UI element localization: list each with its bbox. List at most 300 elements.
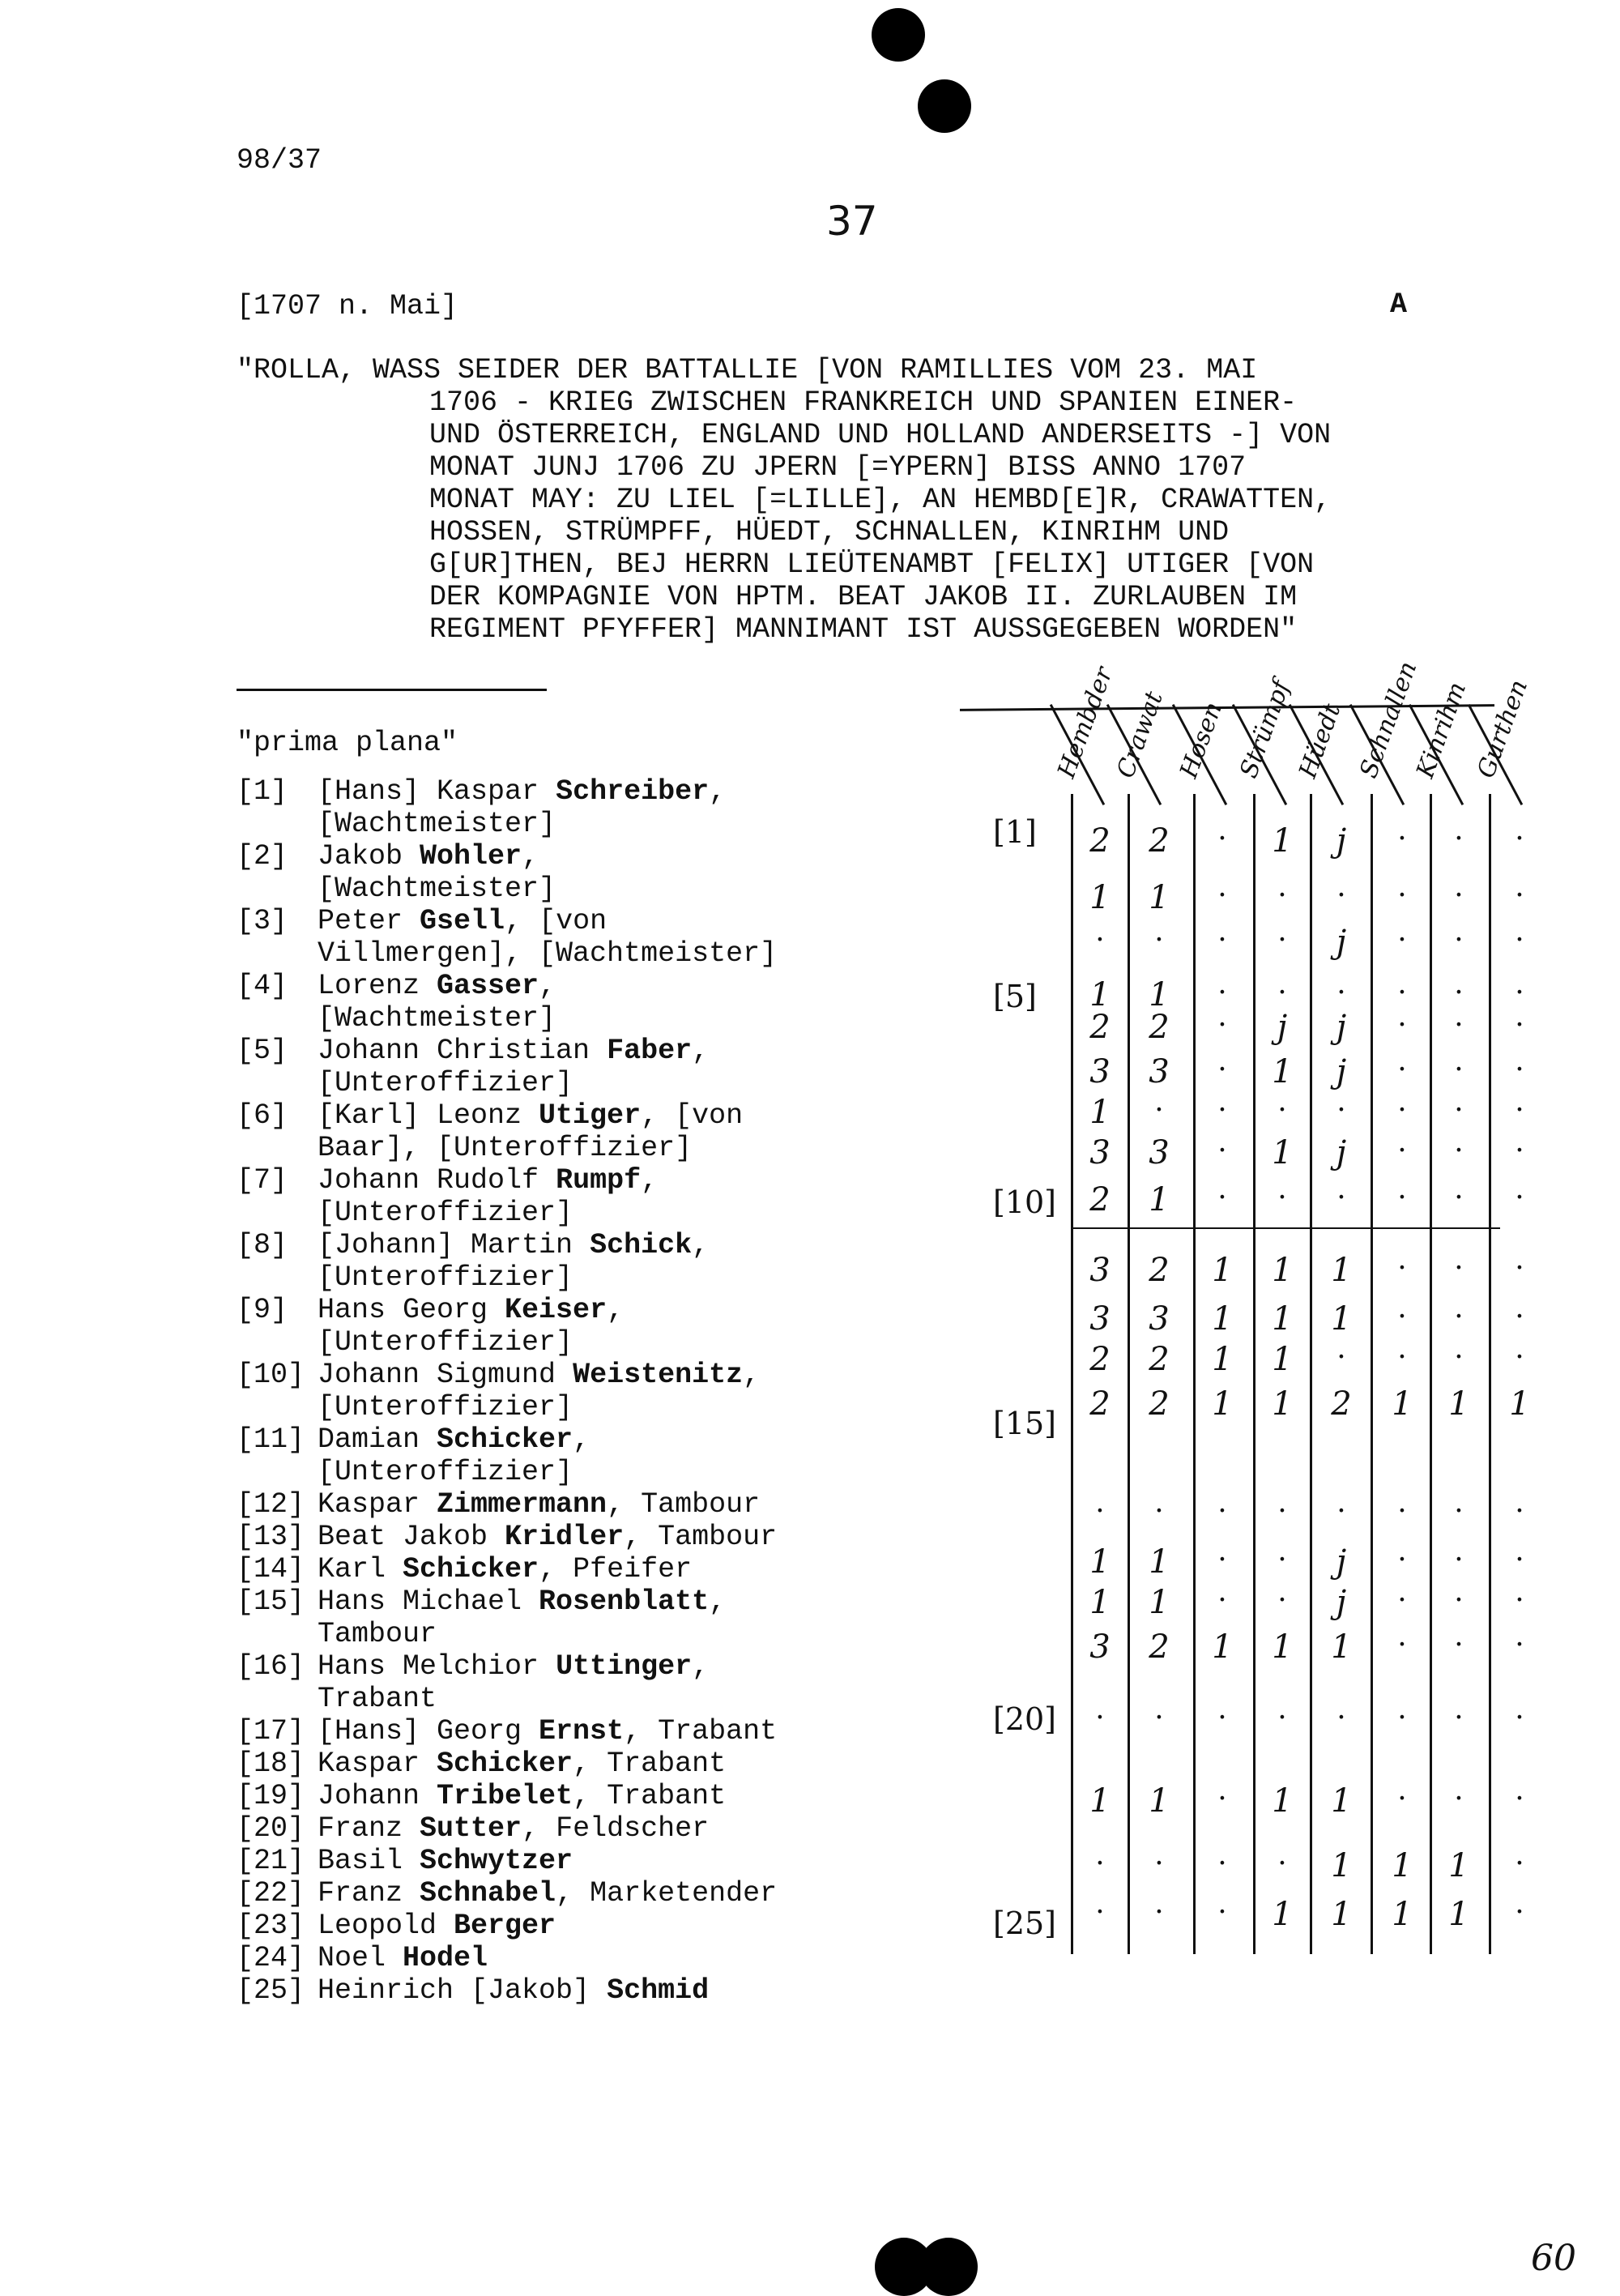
entry-given-name: Johann Rudolf — [318, 1164, 556, 1197]
entry-given-name: Noel — [318, 1942, 403, 1974]
entry-surname: Rumpf — [556, 1164, 642, 1197]
entry-given-name: Kaspar — [318, 1488, 437, 1521]
entry-surname: Schreiber — [556, 775, 710, 808]
table-cell: 1 — [1089, 1584, 1111, 1621]
entry-suffix: , Trabant — [624, 1715, 778, 1748]
table-cell: · — [1397, 1094, 1407, 1127]
table-cell: 1 — [1212, 1341, 1233, 1378]
entry-number: [9] — [237, 1294, 288, 1326]
table-cell: · — [1515, 1782, 1524, 1816]
table-cell: 3 — [1149, 1053, 1170, 1090]
table-cell: · — [1454, 1701, 1464, 1735]
table-column-header: Gurthen — [1472, 676, 1534, 782]
table-cell: · — [1336, 1181, 1346, 1214]
table-cell: 1 — [1331, 1628, 1352, 1666]
table-cell: 1 — [1272, 822, 1293, 860]
entry-name-line — [318, 1099, 743, 1132]
table-cell: j — [1336, 822, 1347, 860]
entry-given-name: Heinrich [Jakob] — [318, 1974, 608, 2007]
table-column-header: Schnallen — [1354, 657, 1423, 782]
table-cell: 1 — [1448, 1847, 1469, 1884]
table-cell: · — [1515, 1300, 1524, 1334]
table-cell: · — [1454, 1134, 1464, 1167]
table-cell: j — [1336, 1584, 1347, 1621]
table-cell: · — [1095, 1847, 1105, 1880]
entry-surname: Schicker — [403, 1553, 539, 1585]
document-letter: A — [1390, 288, 1408, 321]
table-cell: · — [1454, 1495, 1464, 1528]
table-cell: 1 — [1331, 1300, 1352, 1338]
entry-surname: Gsell — [420, 905, 505, 937]
title-line: MONAT MAY: ZU LIEL [=LILLE], AN HEMBD[E]R, CRAWATTEN, — [429, 484, 1332, 516]
table-cell: 2 — [1331, 1385, 1352, 1423]
entry-surname: Schwytzer — [420, 1845, 573, 1877]
entry-surname: Keiser — [505, 1294, 608, 1326]
entry-given-name: Hans Michael — [318, 1585, 539, 1618]
entry-name-line — [318, 1942, 488, 1974]
table-column-line — [1310, 794, 1312, 1954]
table-cell: · — [1154, 924, 1164, 957]
table-cell: · — [1217, 1543, 1227, 1577]
entry-surname: Schick — [590, 1229, 693, 1261]
entry-surname: Sutter — [420, 1812, 522, 1845]
handwritten-page-number: 60 — [1531, 2238, 1576, 2279]
entry-number: [11] — [237, 1423, 305, 1456]
table-cell: 2 — [1149, 1341, 1170, 1378]
table-cell: · — [1454, 976, 1464, 1009]
entry-name-line — [318, 1359, 760, 1391]
table-cell: · — [1277, 1495, 1287, 1528]
table-cell: · — [1217, 1495, 1227, 1528]
table-cell: · — [1515, 1134, 1524, 1167]
table-cell: · — [1397, 1782, 1407, 1816]
entry-suffix: , — [692, 1650, 710, 1683]
table-cell: · — [1397, 1341, 1407, 1374]
table-cell: 1 — [1149, 1181, 1170, 1218]
entry-suffix: , Marketender — [556, 1877, 778, 1910]
entry-suffix: , Trabant — [573, 1780, 727, 1812]
table-cell: 1 — [1089, 1543, 1111, 1581]
entry-number: [1] — [237, 775, 288, 808]
table-cell: · — [1154, 1701, 1164, 1735]
table-cell: 2 — [1089, 822, 1111, 860]
entry-suffix: , — [709, 1585, 727, 1618]
punch-hole-second — [918, 79, 971, 133]
table-cell: 1 — [1149, 879, 1170, 916]
table-cell: 1 — [1272, 1053, 1293, 1090]
table-cell: · — [1154, 1896, 1164, 1929]
entry-given-name: Leopold — [318, 1910, 454, 1942]
table-cell: 1 — [1272, 1252, 1293, 1289]
table-row-mark: [1] — [993, 814, 1037, 850]
entry-given-name: Johann Sigmund — [318, 1359, 573, 1391]
table-cell: · — [1095, 1495, 1105, 1528]
table-cell: · — [1515, 1495, 1524, 1528]
table-row-mark: [20] — [993, 1701, 1057, 1737]
entry-number: [13] — [237, 1521, 305, 1553]
table-cell: · — [1397, 1543, 1407, 1577]
table-cell: · — [1095, 1896, 1105, 1929]
section-divider — [237, 689, 547, 691]
entry-given-name: Kaspar — [318, 1748, 437, 1780]
table-cell: · — [1454, 1009, 1464, 1042]
entry-number: [6] — [237, 1099, 288, 1132]
table-cell: · — [1515, 1896, 1524, 1929]
table-cell: · — [1454, 1181, 1464, 1214]
entry-suffix: , — [522, 840, 539, 873]
entry-name-line — [318, 1585, 726, 1618]
table-cell: · — [1454, 1094, 1464, 1127]
title-line: HOSSEN, STRÜMPFF, HÜEDT, SCHNALLEN, KINRIHM UND — [429, 516, 1230, 548]
table-cell: 2 — [1089, 1181, 1111, 1218]
table-cell: · — [1397, 976, 1407, 1009]
table-cell: 1 — [1272, 1896, 1293, 1933]
entry-name-line — [318, 970, 556, 1002]
entry-surname: Schnabel — [420, 1877, 556, 1910]
table-cell: · — [1515, 1628, 1524, 1662]
entry-suffix: , [von — [641, 1099, 744, 1132]
entry-name-line — [318, 1521, 777, 1553]
entry-name-line — [318, 1910, 556, 1942]
entry-number: [24] — [237, 1942, 305, 1974]
table-cell: · — [1515, 1009, 1524, 1042]
table-cell: · — [1397, 1181, 1407, 1214]
table-cell: · — [1515, 822, 1524, 856]
table-column-header: Strümpf — [1234, 676, 1296, 782]
table-cell: · — [1154, 1094, 1164, 1127]
table-cell: · — [1515, 1094, 1524, 1127]
table-cell: 2 — [1149, 1385, 1170, 1423]
table-cell: · — [1454, 1628, 1464, 1662]
table-cell: · — [1397, 1252, 1407, 1285]
table-cell: · — [1277, 1181, 1287, 1214]
entry-surname: Schmid — [607, 1974, 710, 2007]
table-cell: · — [1277, 1584, 1287, 1617]
entry-name-line — [318, 775, 726, 808]
page-number: 37 — [826, 198, 878, 245]
table-cell: · — [1397, 1009, 1407, 1042]
entry-number: [16] — [237, 1650, 305, 1683]
entry-role: [Unteroffizier] — [318, 1067, 573, 1099]
title-line: MONAT JUNJ 1706 ZU JPERN [=YPERN] BISS ANNO 1707 — [429, 451, 1247, 484]
entry-surname: Hodel — [403, 1942, 488, 1974]
entry-name-line — [318, 1553, 692, 1585]
table-cell: · — [1397, 1495, 1407, 1528]
entry-role: [Wachtmeister] — [318, 808, 556, 840]
table-cell: · — [1336, 1701, 1346, 1735]
table-cell: 1 — [1272, 1134, 1293, 1171]
entry-given-name: Hans Melchior — [318, 1650, 556, 1683]
archive-reference: 98/37 — [237, 144, 322, 177]
table-column-header: Hosen — [1174, 698, 1229, 782]
entry-number: [14] — [237, 1553, 305, 1585]
table-row-mark: [10] — [993, 1184, 1057, 1220]
entry-role: [Unteroffizier] — [318, 1456, 573, 1488]
table-cell: · — [1336, 1341, 1346, 1374]
table-cell: · — [1397, 879, 1407, 912]
table-cell: 1 — [1509, 1385, 1530, 1423]
table-cell: 1 — [1089, 976, 1111, 1014]
entry-name-line — [318, 1035, 709, 1067]
entry-surname: Kridler — [505, 1521, 625, 1553]
title-line: DER KOMPAGNIE VON HPTM. BEAT JAKOB II. ZURLAUBEN IM — [429, 581, 1298, 613]
entry-surname: Schicker — [437, 1748, 573, 1780]
table-cell: · — [1515, 1543, 1524, 1577]
table-column-header: Kinrihm — [1411, 678, 1473, 782]
entry-given-name: [Hans] Georg — [318, 1715, 539, 1748]
table-cell: · — [1095, 924, 1105, 957]
entry-name-line — [318, 1164, 658, 1197]
table-cell: · — [1515, 1341, 1524, 1374]
table-cell: 1 — [1212, 1385, 1233, 1423]
entry-suffix: , — [607, 1294, 625, 1326]
entry-name-line — [318, 905, 607, 937]
entry-role: [Unteroffizier] — [318, 1326, 573, 1359]
table-cell: 1 — [1149, 1782, 1170, 1820]
entry-role: [Unteroffizier] — [318, 1261, 573, 1294]
table-cell: · — [1515, 976, 1524, 1009]
table-cell: 1 — [1149, 976, 1170, 1014]
table-cell: 2 — [1149, 1252, 1170, 1289]
entry-given-name: Franz — [318, 1877, 420, 1910]
entry-role: Tambour — [318, 1618, 437, 1650]
table-cell: · — [1277, 1847, 1287, 1880]
table-cell: · — [1336, 976, 1346, 1009]
entry-name-line — [318, 1229, 709, 1261]
table-cell: · — [1515, 1847, 1524, 1880]
table-column-line — [1253, 794, 1256, 1954]
table-cell: · — [1397, 1134, 1407, 1167]
table-row-mark: [25] — [993, 1906, 1057, 1941]
table-cell: · — [1154, 1495, 1164, 1528]
table-cell: · — [1217, 879, 1227, 912]
table-cell: · — [1217, 1134, 1227, 1167]
entry-surname: Tribelet — [437, 1780, 573, 1812]
table-cell: · — [1277, 1701, 1287, 1735]
entry-name-line — [318, 1748, 726, 1780]
entry-role: [Wachtmeister] — [318, 873, 556, 905]
entry-given-name: Hans Georg — [318, 1294, 505, 1326]
entry-name-line — [318, 1780, 726, 1812]
table-cell: · — [1515, 1053, 1524, 1086]
document-date: [1707 n. Mai] — [237, 290, 458, 322]
entry-number: [4] — [237, 970, 288, 1002]
entry-surname: Faber — [607, 1035, 693, 1067]
table-cell: · — [1217, 822, 1227, 856]
table-cell: · — [1515, 879, 1524, 912]
table-column-line — [1489, 794, 1491, 1954]
table-cell: · — [1277, 1543, 1287, 1577]
entry-number: [18] — [237, 1748, 305, 1780]
table-cell: 3 — [1149, 1300, 1170, 1338]
table-column-line — [1371, 794, 1373, 1954]
entry-surname: Weistenitz — [573, 1359, 744, 1391]
entry-suffix: , Trabant — [573, 1748, 727, 1780]
table-cell: · — [1397, 1584, 1407, 1617]
entry-surname: Schicker — [437, 1423, 573, 1456]
entry-role: Villmergen], [Wachtmeister] — [318, 937, 778, 970]
table-cell: 3 — [1089, 1134, 1111, 1171]
table-cell: · — [1515, 1181, 1524, 1214]
table-cell: · — [1454, 1300, 1464, 1334]
entry-name-line — [318, 1423, 590, 1456]
entry-name-line — [318, 1294, 624, 1326]
entry-name-line — [318, 1877, 777, 1910]
table-cell: j — [1336, 1134, 1347, 1171]
entry-surname: Zimmermann — [437, 1488, 608, 1521]
entry-name-line — [318, 1715, 777, 1748]
table-cell: · — [1454, 1252, 1464, 1285]
title-line: 1706 - KRIEG ZWISCHEN FRANKREICH UND SPANIEN EINER- — [429, 386, 1298, 419]
table-cell: · — [1217, 1181, 1227, 1214]
table-cell: · — [1217, 1053, 1227, 1086]
entry-suffix: , — [641, 1164, 659, 1197]
entry-suffix: , — [692, 1229, 710, 1261]
table-cell: · — [1217, 1896, 1227, 1929]
table-column-line — [1193, 794, 1196, 1954]
table-column-line — [1128, 794, 1130, 1954]
table-row-separator — [1071, 1227, 1500, 1229]
entry-number: [7] — [237, 1164, 288, 1197]
table-cell: · — [1336, 1094, 1346, 1127]
table-cell: · — [1454, 1584, 1464, 1617]
table-cell: 1 — [1272, 1300, 1293, 1338]
table-column-header: Hembder — [1052, 663, 1119, 782]
table-cell: 1 — [1272, 1341, 1293, 1378]
table-cell: · — [1454, 1053, 1464, 1086]
entry-given-name: Damian — [318, 1423, 437, 1456]
entry-given-name: Johann Christian — [318, 1035, 608, 1067]
table-cell: · — [1217, 1009, 1227, 1042]
table-cell: 2 — [1149, 1009, 1170, 1046]
table-cell: 1 — [1212, 1300, 1233, 1338]
table-cell: · — [1515, 1584, 1524, 1617]
table-cell: · — [1397, 1300, 1407, 1334]
entry-name-line — [318, 1845, 573, 1877]
table-cell: 1 — [1272, 1782, 1293, 1820]
table-cell: j — [1336, 924, 1347, 961]
table-cell: · — [1217, 976, 1227, 1009]
section-label: "prima plana" — [237, 727, 458, 759]
entry-given-name: Basil — [318, 1845, 420, 1877]
entry-given-name: Peter — [318, 905, 420, 937]
table-cell: 1 — [1392, 1385, 1413, 1423]
table-column-line — [1071, 794, 1073, 1954]
table-cell: j — [1336, 1009, 1347, 1046]
entry-number: [22] — [237, 1877, 305, 1910]
table-column-line — [1430, 794, 1432, 1954]
punch-hole-bottom-right — [919, 2238, 978, 2296]
entry-given-name: Franz — [318, 1812, 420, 1845]
entry-role: [Wachtmeister] — [318, 1002, 556, 1035]
entry-number: [8] — [237, 1229, 288, 1261]
entry-suffix: , Tambour — [607, 1488, 761, 1521]
entry-role: Trabant — [318, 1683, 437, 1715]
table-cell: · — [1217, 1701, 1227, 1735]
table-cell: · — [1217, 1584, 1227, 1617]
table-cell: 1 — [1272, 1385, 1293, 1423]
table-cell: 1 — [1089, 1094, 1111, 1131]
entry-number: [15] — [237, 1585, 305, 1618]
table-cell: · — [1336, 1495, 1346, 1528]
entry-given-name: Beat Jakob — [318, 1521, 505, 1553]
table-cell: 3 — [1089, 1053, 1111, 1090]
table-cell: 1 — [1392, 1847, 1413, 1884]
table-cell: · — [1397, 924, 1407, 957]
table-row-mark: [5] — [993, 979, 1037, 1014]
entry-suffix: , — [539, 970, 556, 1002]
table-cell: · — [1277, 1094, 1287, 1127]
entry-role: [Unteroffizier] — [318, 1391, 573, 1423]
entry-suffix: , [von — [505, 905, 608, 937]
table-cell: · — [1217, 1094, 1227, 1127]
entry-surname: Uttinger — [556, 1650, 693, 1683]
table-cell: 1 — [1212, 1252, 1233, 1289]
entry-surname: Utiger — [539, 1099, 642, 1132]
table-cell: · — [1217, 1847, 1227, 1880]
entry-surname: Wohler — [420, 840, 522, 873]
table-cell: · — [1515, 1701, 1524, 1735]
table-cell: 2 — [1089, 1341, 1111, 1378]
entry-given-name: [Karl] Leonz — [318, 1099, 539, 1132]
table-cell: · — [1277, 976, 1287, 1009]
table-cell: · — [1454, 822, 1464, 856]
table-cell: · — [1397, 1701, 1407, 1735]
entry-suffix: , — [743, 1359, 761, 1391]
entry-suffix: , Pfeifer — [539, 1553, 693, 1585]
table-cell: · — [1154, 1847, 1164, 1880]
title-line: UND ÖSTERREICH, ENGLAND UND HOLLAND ANDERSEITS -] VON — [429, 419, 1332, 451]
entry-number: [23] — [237, 1910, 305, 1942]
table-cell: 3 — [1089, 1628, 1111, 1666]
entry-number: [25] — [237, 1974, 305, 2007]
entry-number: [2] — [237, 840, 288, 873]
table-cell: · — [1515, 1252, 1524, 1285]
table-cell: 1 — [1331, 1782, 1352, 1820]
entry-suffix: , — [709, 775, 727, 808]
entry-name-line — [318, 1650, 709, 1683]
punch-hole-top — [872, 8, 925, 62]
entry-surname: Ernst — [539, 1715, 625, 1748]
table-cell: · — [1277, 924, 1287, 957]
entry-number: [21] — [237, 1845, 305, 1877]
entry-suffix: , Feldscher — [522, 1812, 710, 1845]
entry-given-name: [Johann] Martin — [318, 1229, 590, 1261]
entry-suffix: , — [692, 1035, 710, 1067]
table-cell: · — [1336, 879, 1346, 912]
table-cell: · — [1095, 1701, 1105, 1735]
title-line: "ROLLA, WASS SEIDER DER BATTALLIE [VON RAMILLIES VOM 23. MAI — [237, 354, 1258, 386]
table-cell: 3 — [1149, 1134, 1170, 1171]
entry-number: [12] — [237, 1488, 305, 1521]
table-cell: 1 — [1089, 879, 1111, 916]
table-cell: 2 — [1149, 1628, 1170, 1666]
table-cell: 1 — [1331, 1847, 1352, 1884]
table-cell: 1 — [1272, 1628, 1293, 1666]
table-cell: j — [1277, 1009, 1288, 1046]
table-cell: 1 — [1089, 1782, 1111, 1820]
table-cell: · — [1454, 1341, 1464, 1374]
entry-given-name: Jakob — [318, 840, 420, 873]
table-cell: 1 — [1331, 1896, 1352, 1933]
entry-surname: Rosenblatt — [539, 1585, 710, 1618]
entry-name-line — [318, 1488, 760, 1521]
entry-name-line — [318, 1974, 709, 2007]
entry-given-name: [Hans] Kaspar — [318, 775, 556, 808]
table-cell: · — [1454, 879, 1464, 912]
table-cell: j — [1336, 1543, 1347, 1581]
table-cell: · — [1454, 924, 1464, 957]
